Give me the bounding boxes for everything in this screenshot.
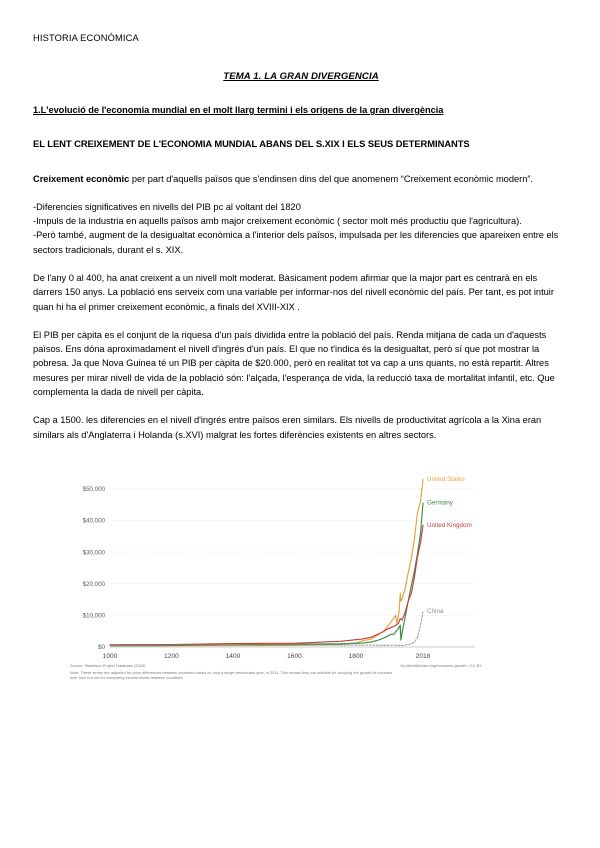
chart-series-label: Germany	[427, 499, 453, 507]
chart-y-tick-label: $50,000	[82, 485, 105, 493]
paragraph-intro-bold: Creixement econòmic	[33, 173, 130, 184]
chart-footer	[70, 663, 482, 681]
bullet-item-3: -Però també, augment de la desigualtat econòmica a l'interior dels països, impulsada per les diferencies que apareixen entre els sectors tradicionals, durant el s. XIX.	[33, 230, 559, 255]
document-title	[33, 71, 569, 82]
chart-attribution: OurWorldInData.org/economic-growth • CC BY	[400, 662, 482, 668]
chart-x-tick-label: 2018	[415, 652, 431, 660]
chart-x-tick-label: 1000	[102, 652, 118, 660]
paragraph-year-1500: Cap a 1500. les diferencies en el nivell d'ingrés entre països eren similars. Els nivells de productivitat agrícola a la Xina eran similars als d'Anglaterra i Holanda (s.XVI) malgrat les fortes diferències existents en altres sectors.	[33, 415, 542, 440]
chart-series-line	[110, 479, 423, 645]
section-heading: 1.L'evolució de l'economia mundial en el molt llarg termini i els orígens de la gran divergència	[33, 105, 444, 116]
chart-note: Note: These series are adjusted for price differences between countries based on only a single benchmark year, in 2011. This means they are suitable for studying the growth of incomes over time but not for comparing income levels between countries.	[70, 669, 392, 681]
paragraph-intro-rest: per part d'aquells països que s'endinsen dins del que anomenem “Creixement econòmic modern”.	[129, 173, 533, 184]
document-title-text: TEMA 1. LA GRAN DIVERGENCIA	[223, 71, 379, 83]
chart-y-tick-label: $40,000	[82, 517, 105, 525]
bullet-item-2: -Impuls de la industria en aquells països amb major creixement econòmic ( sector molt més productiu que l'agricultura).	[33, 216, 522, 227]
gdp-per-capita-chart	[48, 459, 488, 704]
chart-y-tick-label: $20,000	[82, 580, 105, 588]
paragraph-growth-history: De l'any 0 al 400, ha anat creixent a un nivell molt moderat. Bàsicament podem afirmar que la major part es centrarà en els darrers 150 anys. La població ens serveix com una variable per informar-nos del nivell econòmic del país. Per tant, es pot intuir quan hi ha el primer creixement econòmic, a finals del XVIII-XIX .	[33, 273, 554, 312]
paragraph-gdp-per-capita: El PIB per càpita es el conjunt de la riquesa d'un país dividida entre la població del país. Renda mitjana de cada un d'aquests països. Ens dóna aproximadament el nivell d'ingrés d'un país. El que no t'indica és la desigualtat, però sí que pot mostrar la pobresa. Ja que Nova Guinea té un PIB per càpita de $20.000, però en realitat tot va cap a uns quants, no està repartit. Altres mesures per mirar nivell de vida de la població són: l'alçada, l'esperança de vida, la reducció taxa de mortalitat infantil, etc. Que complementa la dada de nivell per càpita.	[33, 329, 555, 398]
chart-series-label: China	[427, 608, 444, 616]
chart-x-tick-label: 1200	[164, 652, 179, 660]
chart-x-tick-label: 1800	[348, 652, 364, 660]
paragraph-intro	[33, 172, 569, 186]
chart-x-tick-label: 1400	[225, 652, 241, 660]
chart-y-tick-label: $10,000	[82, 612, 105, 620]
chart-series-label: United Kingdom	[427, 521, 472, 529]
document-header: HISTORIA ECONÓMICA	[33, 33, 139, 43]
chart-y-tick-label: $30,000	[82, 549, 105, 557]
chart-series-line	[110, 503, 423, 646]
chart-y-tick-label: $0	[98, 644, 105, 652]
chart-series-line	[110, 525, 423, 645]
chart-source: Source: Maddison Project Database (2018)	[70, 662, 146, 668]
bullet-list	[33, 200, 569, 257]
chart-series-label: United States	[427, 475, 465, 483]
bullet-item-1: -Diferencies significatives en nivells del PIB pc al voltant del 1820	[33, 201, 301, 212]
chart-x-tick-label: 1600	[287, 652, 302, 660]
subsection-heading: EL LENT CREIXEMENT DE L'ECONOMIA MUNDIAL ABANS DEL S.XIX I ELS SEUS DETERMINANTS	[33, 137, 470, 149]
